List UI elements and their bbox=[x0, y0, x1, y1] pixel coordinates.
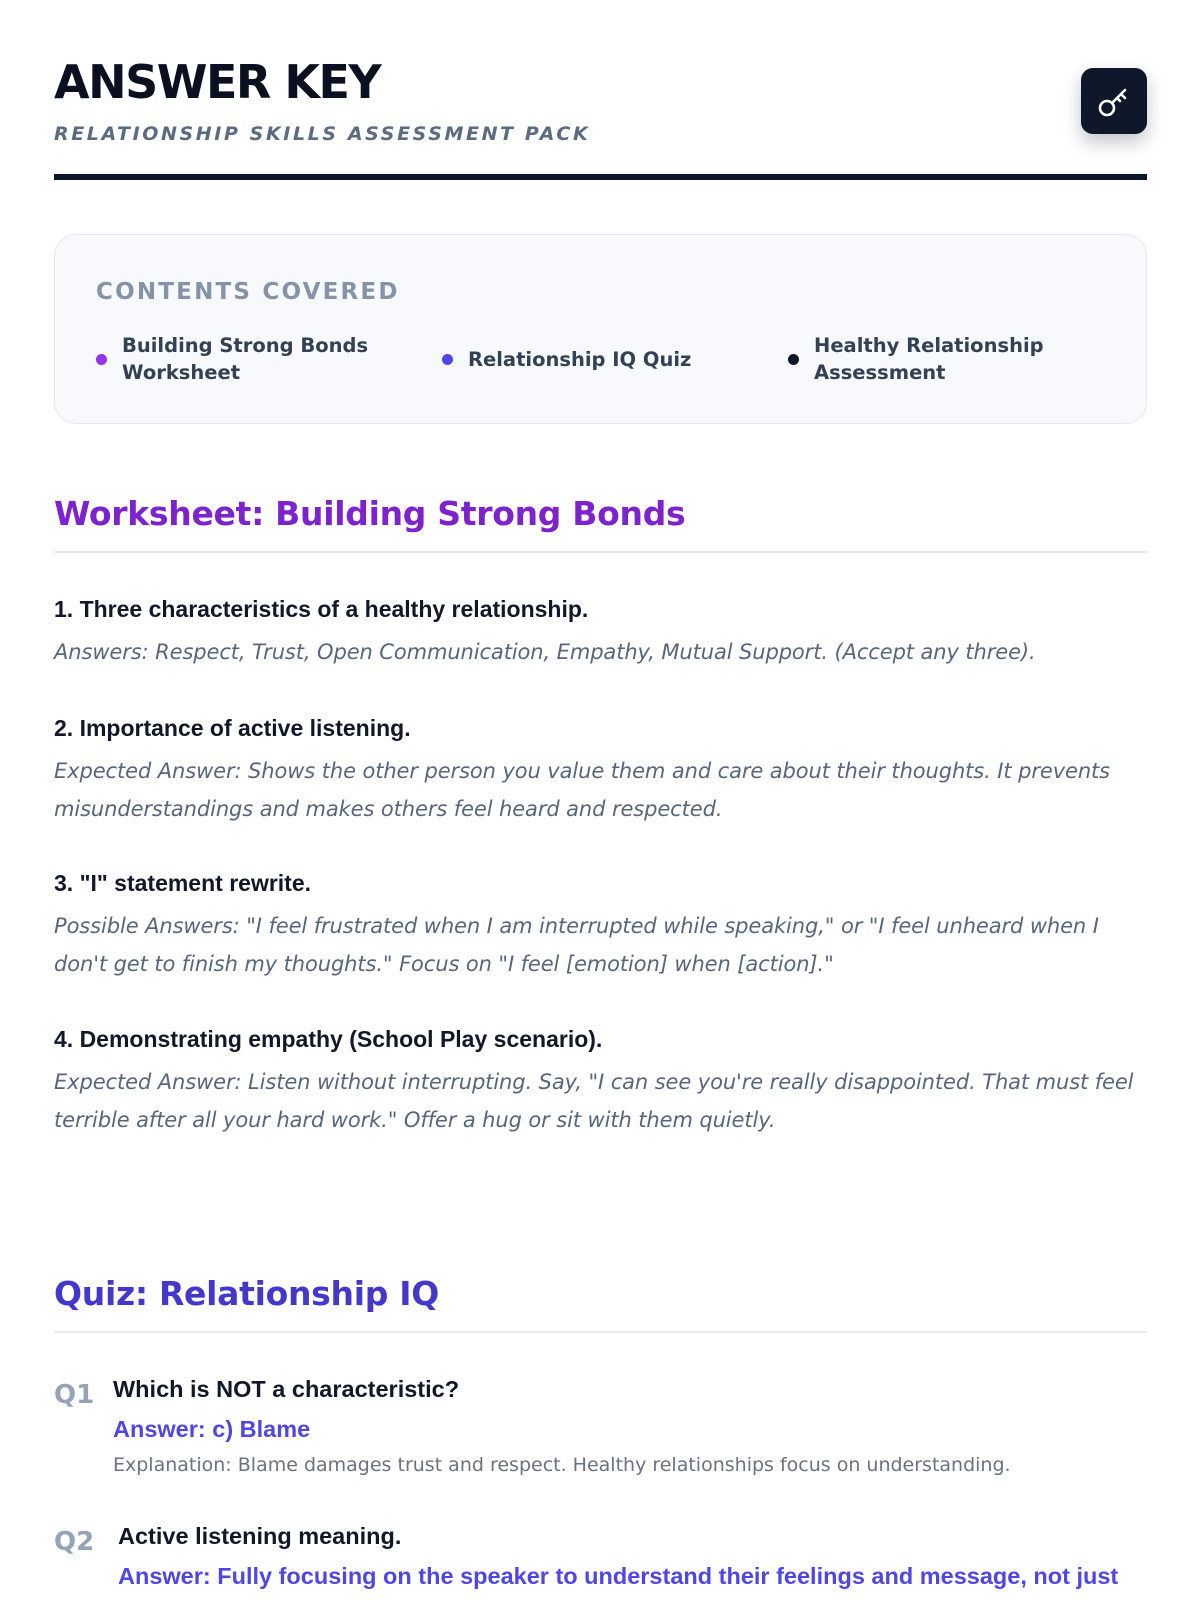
answer-text: Answers: Respect, Trust, Open Communication, Empathy, Mutual Support. (Accept any three). bbox=[54, 640, 1036, 664]
contents-item bbox=[96, 331, 386, 387]
key-badge bbox=[1081, 68, 1147, 134]
worksheet-question bbox=[54, 713, 1147, 828]
answer-text: Possible Answers: "I feel frustrated when I am interrupted while speaking," or "I feel unheard when I don't get to finish my thoughts." Focus on "I feel [emotion] when [action]." bbox=[54, 914, 1099, 976]
bullet-dot bbox=[442, 354, 453, 365]
contents-item bbox=[442, 331, 742, 387]
question-text: 3. "I" statement rewrite. bbox=[54, 870, 312, 896]
contents-box bbox=[54, 234, 1147, 424]
contents-item-label: Relationship IQ Quiz bbox=[468, 347, 692, 371]
worksheet-section-title: Worksheet: Building Strong Bonds bbox=[54, 494, 686, 533]
question-text: 1. Three characteristics of a healthy relationship. bbox=[54, 596, 589, 622]
worksheet-question bbox=[54, 868, 1147, 983]
worksheet-question bbox=[54, 1024, 1147, 1139]
quiz-explanation: Explanation: Blame damages trust and respect. Healthy relationships focus on understanding. bbox=[113, 1454, 1011, 1476]
quiz-question: Which is NOT a characteristic? bbox=[113, 1376, 460, 1402]
section-divider bbox=[54, 1331, 1147, 1333]
answer-text: Expected Answer: Listen without interrupting. Say, "I can see you're really disappointed. That must feel terrible after all your hard work." Offer a hug or sit with them quietly. bbox=[54, 1070, 1134, 1132]
page-subtitle: RELATIONSHIP SKILLS ASSESSMENT PACK bbox=[54, 123, 591, 145]
page-header bbox=[54, 56, 1147, 180]
contents-item-label: Building Strong Bonds Worksheet bbox=[122, 334, 369, 384]
question-text: 4. Demonstrating empathy (School Play scenario). bbox=[54, 1026, 603, 1052]
quiz-question: Active listening meaning. bbox=[118, 1523, 402, 1549]
quiz-number: Q2 bbox=[54, 1527, 95, 1557]
question-text: 2. Importance of active listening. bbox=[54, 715, 411, 741]
quiz-answer: Answer: Fully focusing on the speaker to understand their feelings and message, not just bbox=[118, 1563, 1119, 1589]
quiz-number: Q1 bbox=[54, 1380, 95, 1410]
worksheet-question bbox=[54, 594, 1147, 671]
answer-text: Expected Answer: Shows the other person you value them and care about their thoughts. It prevents misunderstandings and makes others feel heard and respected. bbox=[54, 759, 1111, 821]
quiz-item bbox=[54, 1374, 1147, 1484]
contents-label: CONTENTS COVERED bbox=[96, 279, 400, 305]
quiz-section-title: Quiz: Relationship IQ bbox=[54, 1274, 439, 1313]
quiz-body bbox=[118, 1521, 1147, 1591]
bullet-dot bbox=[788, 354, 799, 365]
contents-item-label: Healthy Relationship Assessment bbox=[814, 334, 1044, 384]
key-icon bbox=[1095, 82, 1133, 120]
quiz-item bbox=[54, 1521, 1147, 1600]
quiz-body bbox=[113, 1374, 1147, 1478]
section-divider bbox=[54, 551, 1147, 553]
header-divider bbox=[54, 174, 1147, 180]
page-title: ANSWER KEY bbox=[54, 55, 381, 109]
contents-item bbox=[788, 331, 1078, 387]
bullet-dot bbox=[96, 354, 107, 365]
quiz-answer: Answer: c) Blame bbox=[113, 1416, 311, 1442]
